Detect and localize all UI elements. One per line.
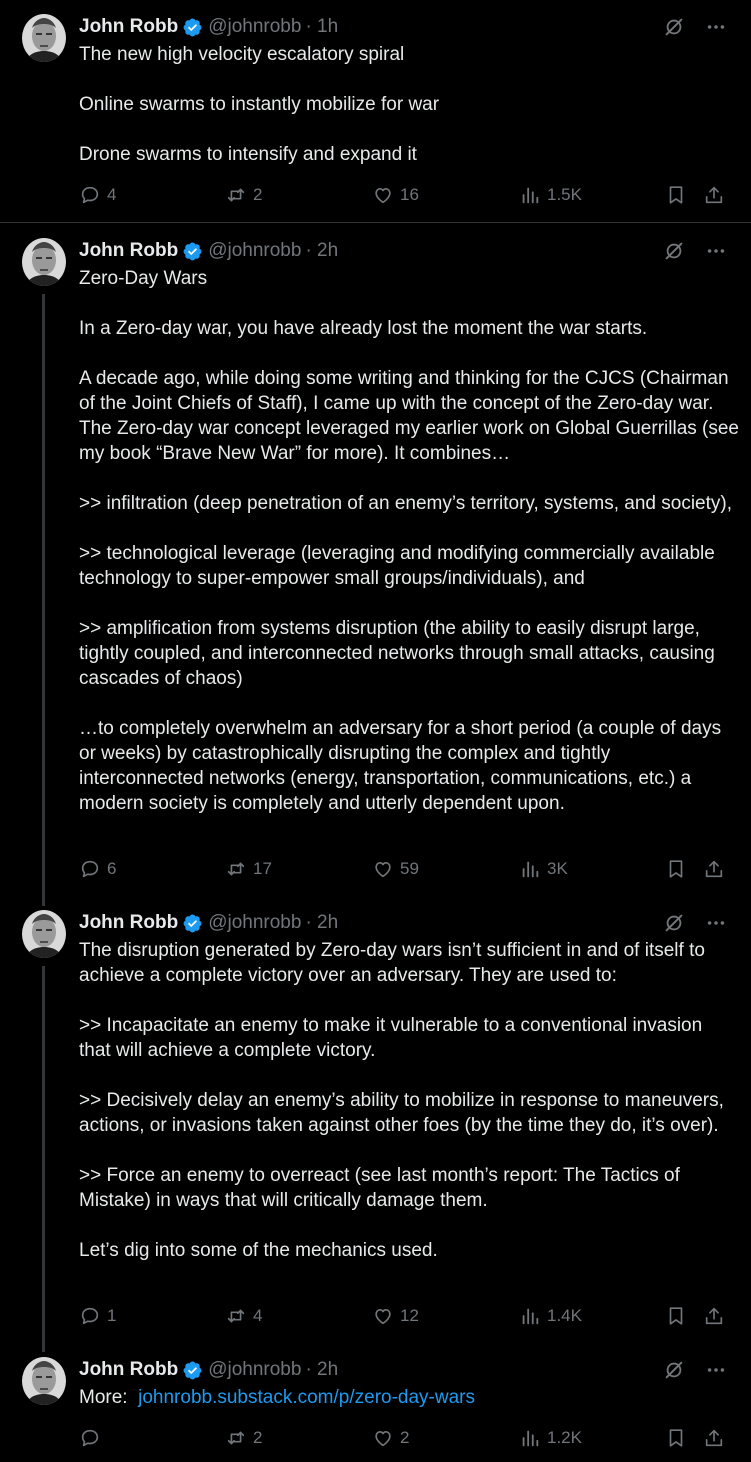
reply-count: 4 (107, 185, 117, 204)
like-icon (372, 858, 394, 880)
like-button[interactable] (372, 857, 419, 881)
bookmark-button[interactable] (665, 183, 687, 207)
repost-count: 4 (253, 1306, 263, 1325)
bookmark-button[interactable] (665, 857, 687, 881)
tweet-time[interactable]: · 2h (305, 240, 339, 261)
share-icon (703, 1427, 725, 1449)
share-button[interactable] (703, 857, 725, 881)
more-icon[interactable] (705, 240, 727, 262)
share-button[interactable] (703, 1426, 725, 1450)
reply-button[interactable] (79, 183, 116, 207)
author-handle[interactable]: @johnrobb (208, 912, 302, 933)
share-button[interactable] (703, 183, 725, 207)
verified-badge-icon (182, 1360, 203, 1381)
tweet-text: The disruption generated by Zero-day wars isn’t sufficient in and of itself to achieve a complete victory over an adversary. They are used to: >> Incapacitate an enemy to make it vulnerable to a conventional invasion that will achieve a complete victory. >> Decisively delay an enemy’s ability to mobilize in response to maneuvers, actions, or invasions taken against other foes (by the time they do, it’s over). >> Force an enemy to overreact (see last month’s report: The Tactics of Mistake) in ways that will critically damage them. Let’s dig into some of the mechanics used. (79, 940, 724, 1261)
tweet-time[interactable]: · 1h (305, 16, 339, 37)
bookmark-icon (665, 1427, 687, 1449)
like-icon (372, 1305, 394, 1327)
tweet-text (79, 1385, 739, 1410)
repost-count: 2 (253, 1428, 263, 1447)
thread-line (42, 966, 45, 1352)
grok-icon[interactable] (663, 16, 685, 38)
views-icon (519, 1427, 541, 1449)
reply-icon (79, 1305, 101, 1327)
view-count: 1.4K (547, 1306, 582, 1325)
more-icon[interactable] (705, 912, 727, 934)
action-bar (79, 1426, 727, 1450)
reply-icon (79, 858, 101, 880)
verified-badge-icon (182, 17, 203, 38)
reply-icon (79, 184, 101, 206)
tweet-time[interactable]: · 2h (305, 1359, 339, 1380)
like-count: 59 (400, 859, 419, 878)
like-button[interactable] (372, 1426, 409, 1450)
share-icon (703, 184, 725, 206)
grok-icon[interactable] (663, 240, 685, 262)
reply-icon (79, 1427, 101, 1449)
repost-icon (225, 858, 247, 880)
grok-icon[interactable] (663, 1359, 685, 1381)
author-name[interactable]: John Robb (79, 1359, 179, 1380)
verified-badge-icon (182, 913, 203, 934)
views-icon (519, 1305, 541, 1327)
views-button[interactable] (519, 1304, 582, 1328)
author-name[interactable]: John Robb (79, 16, 179, 37)
verified-badge-icon (182, 241, 203, 262)
share-icon (703, 1305, 725, 1327)
share-button[interactable] (703, 1304, 725, 1328)
tweet-text: Zero-Day Wars In a Zero-day war, you have already lost the moment the war starts. A decade ago, while doing some writing and thinking for the CJCS (Chairman of the Joint Chiefs of Staff), I came up with the concept of the Zero-day war. The Zero-day war concept leveraged my earlier work on Global Guerrillas (see my book “Brave New War” for more). It combines… >> infiltration (deep penetration of an enemy’s territory, systems, and society), >> technological leverage (leveraging and modifying commercially available technology to super-empower small groups/individuals), and >> amplification from systems disruption (the ability to easily disrupt large, tightly coupled, and interconnected networks through small attacks, causing cascades of chaos) …to completely overwhelm an adversary for a short period (a couple of days or weeks) by catastrophically disrupting the complex and tightly interconnected networks (energy, transportation, communications, etc.) a modern society is completely and utterly dependent upon. (79, 268, 739, 814)
author-handle[interactable]: @johnrobb (208, 240, 302, 261)
avatar[interactable] (22, 14, 66, 62)
repost-button[interactable] (225, 183, 262, 207)
view-count: 1.5K (547, 185, 582, 204)
tweet-text: The new high velocity escalatory spiral Online swarms to instantly mobilize for war Drone swarms to intensify and expand it (79, 44, 440, 165)
like-count: 12 (400, 1306, 419, 1325)
like-button[interactable] (372, 183, 419, 207)
bookmark-button[interactable] (665, 1304, 687, 1328)
view-count: 1.2K (547, 1428, 582, 1447)
reply-count: 1 (107, 1306, 117, 1325)
avatar[interactable] (22, 910, 66, 958)
tweet-text-prefix: More: (79, 1387, 139, 1408)
tweet-time[interactable]: · 2h (305, 912, 339, 933)
bookmark-icon (665, 1305, 687, 1327)
reply-button[interactable] (79, 1426, 107, 1450)
repost-count: 17 (253, 859, 272, 878)
reply-count: 6 (107, 859, 117, 878)
reply-button[interactable] (79, 857, 116, 881)
repost-button[interactable] (225, 1304, 262, 1328)
thread-line (42, 294, 45, 906)
like-icon (372, 184, 394, 206)
repost-button[interactable] (225, 1426, 262, 1450)
view-count: 3K (547, 859, 568, 878)
like-count: 16 (400, 185, 419, 204)
action-bar (79, 183, 727, 207)
share-icon (703, 858, 725, 880)
avatar[interactable] (22, 238, 66, 286)
author-handle[interactable]: @johnrobb (208, 16, 302, 37)
bookmark-icon (665, 184, 687, 206)
repost-icon (225, 184, 247, 206)
like-icon (372, 1427, 394, 1449)
tweet-header (79, 15, 338, 39)
avatar[interactable] (22, 1357, 66, 1405)
author-name[interactable]: John Robb (79, 240, 179, 261)
views-icon (519, 858, 541, 880)
repost-button[interactable] (225, 857, 272, 881)
action-bar (79, 1304, 727, 1328)
views-button[interactable] (519, 857, 568, 881)
like-count: 2 (400, 1428, 410, 1447)
repost-count: 2 (253, 185, 263, 204)
tweet-header (79, 239, 338, 263)
views-icon (519, 184, 541, 206)
bookmark-icon (665, 858, 687, 880)
reply-button[interactable] (79, 1304, 116, 1328)
views-button[interactable] (519, 1426, 582, 1450)
bookmark-button[interactable] (665, 1426, 687, 1450)
like-button[interactable] (372, 1304, 419, 1328)
action-bar (79, 857, 727, 881)
author-handle[interactable]: @johnrobb (208, 1359, 302, 1380)
tweet-link[interactable]: johnrobb.substack.com/p/zero-day-wars (138, 1387, 475, 1408)
grok-icon[interactable] (663, 912, 685, 934)
more-icon[interactable] (705, 1359, 727, 1381)
author-name[interactable]: John Robb (79, 912, 179, 933)
views-button[interactable] (519, 183, 582, 207)
tweet-header (79, 911, 338, 935)
repost-icon (225, 1427, 247, 1449)
repost-icon (225, 1305, 247, 1327)
more-icon[interactable] (705, 16, 727, 38)
tweet-divider (0, 222, 751, 223)
tweet-header (79, 1358, 338, 1382)
